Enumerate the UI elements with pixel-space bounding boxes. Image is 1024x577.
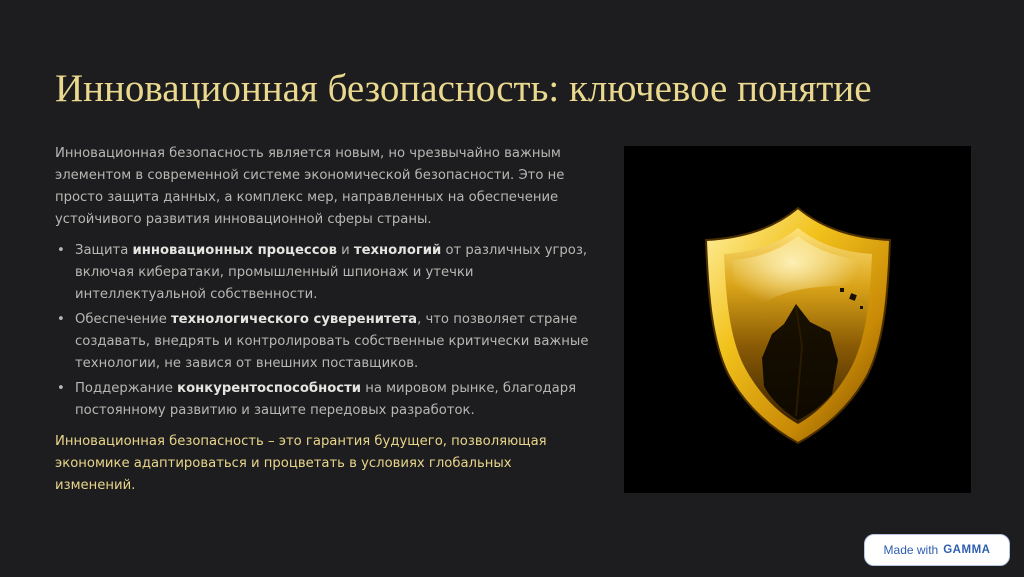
bullet-item-competitiveness: • Поддержание конкурентоспособности на мировом рынке, благодаря постоянному развитию и защите передовых разработок. [55,378,595,422]
conclusion-paragraph: Инновационная безопасность – это гарантия будущего, позволяющая экономике адаптироваться и процветать в условиях глобальных изменений. [55,434,547,493]
bullet-list [55,240,595,422]
bullet-item-sovereignty: • Обеспечение технологического суверенитета, что позволяет стране создавать, внедрять и контролировать собственные критически важные технологии, не завися от внешних поставщиков. [55,309,595,375]
slide-title: Инновационная безопасность: ключевое понятие [55,67,872,110]
intro-paragraph: Инновационная безопасность является новым, но чрезвычайно важным элементом в современной системе экономической безопасности. Это не просто защита данных, а комплекс мер, направленных на обеспечение устойчивого развития инновационной сферы страны. [55,146,565,227]
golden-shield-icon [624,146,971,493]
badge-label: Made with [883,543,939,557]
slide-content [55,143,595,497]
gamma-logo: GAMMA [943,544,991,556]
shield-image [624,146,971,493]
bullet-item-protection: • Защита инновационных процессов и технологий от различных угроз, включая кибератаки, промышленный шпионаж и утечки интеллектуальной собственности. [55,240,595,306]
made-with-gamma-badge[interactable] [864,534,1010,566]
